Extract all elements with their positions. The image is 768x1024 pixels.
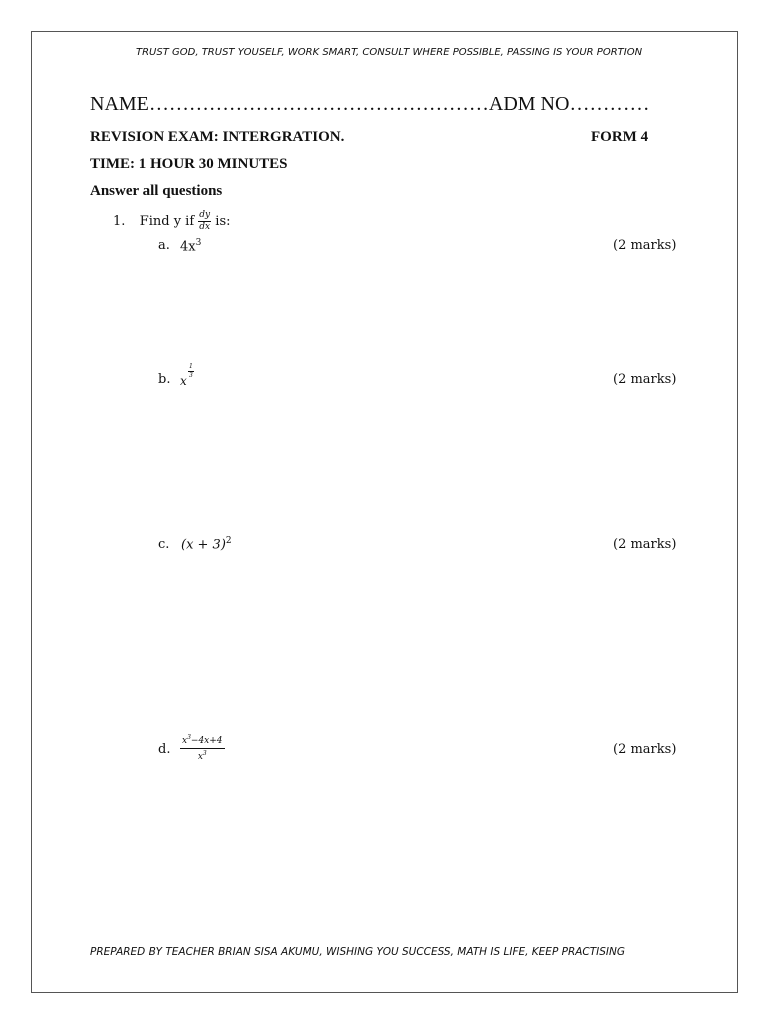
part-b-exp-numerator: 1: [189, 363, 193, 370]
part-b-label: b.: [158, 372, 171, 387]
part-c-base: (x + 3): [181, 537, 226, 553]
part-d-num-base: x: [182, 736, 188, 746]
part-d-fraction: [180, 735, 225, 762]
instructions: Answer all questions: [90, 183, 223, 199]
adm-blank: …………: [569, 93, 650, 115]
form-label: FORM 4: [591, 129, 649, 145]
part-a-expression: [180, 238, 201, 254]
name-line: [90, 93, 649, 116]
part-d-marks: (2 marks): [613, 742, 677, 757]
fraction-numerator: dy: [199, 210, 211, 220]
part-d-den-exponent: 3: [202, 750, 207, 757]
question-stem-text: Find y if: [139, 214, 195, 229]
question-1-stem: [113, 206, 231, 238]
question-stem-suffix: is:: [215, 214, 231, 229]
part-b-marks: (2 marks): [613, 372, 677, 387]
dy-dx-fraction: [198, 211, 211, 232]
part-c-marks: (2 marks): [613, 537, 677, 552]
part-c-exponent: 2: [225, 536, 232, 546]
name-label: NAME: [90, 93, 149, 115]
exam-title: REVISION EXAM: INTERGRATION.: [90, 129, 345, 145]
fraction-denominator: dx: [199, 222, 211, 232]
adm-label: ADM NO: [488, 93, 570, 115]
part-d-num-exponent: 3: [187, 734, 191, 741]
part-b-exp-denominator: 3: [189, 372, 193, 379]
part-a-exponent: 3: [195, 238, 202, 248]
part-d-den-base: x: [197, 752, 203, 762]
part-d-expression: [180, 735, 225, 762]
footer-note: PREPARED BY TEACHER BRIAN SISA AKUMU, WISHING YOU SUCCESS, MATH IS LIFE, KEEP PRACTISING: [90, 946, 626, 958]
part-a-base: 4x: [180, 239, 196, 255]
part-d-numerator: [180, 735, 225, 749]
question-number: 1.: [113, 214, 126, 229]
time-allowed: TIME: 1 HOUR 30 MINUTES: [90, 156, 288, 172]
part-b-exponent-fraction: [188, 364, 194, 379]
header-motto: TRUST GOD, TRUST YOUSELF, WORK SMART, CONSULT WHERE POSSIBLE, PASSING IS YOUR PORTION: [136, 47, 643, 58]
name-blank: ……………………………………………: [148, 93, 489, 115]
part-b-base: x: [180, 374, 187, 388]
part-a-marks: (2 marks): [613, 238, 677, 253]
part-a-label: a.: [158, 238, 170, 253]
part-c-expression: [181, 536, 232, 552]
part-c-label: c.: [158, 537, 170, 552]
page-border: [31, 31, 738, 993]
part-d-label: d.: [158, 742, 171, 757]
part-d-num-rest: −4x+4: [190, 736, 223, 746]
part-d-denominator: [180, 749, 225, 762]
